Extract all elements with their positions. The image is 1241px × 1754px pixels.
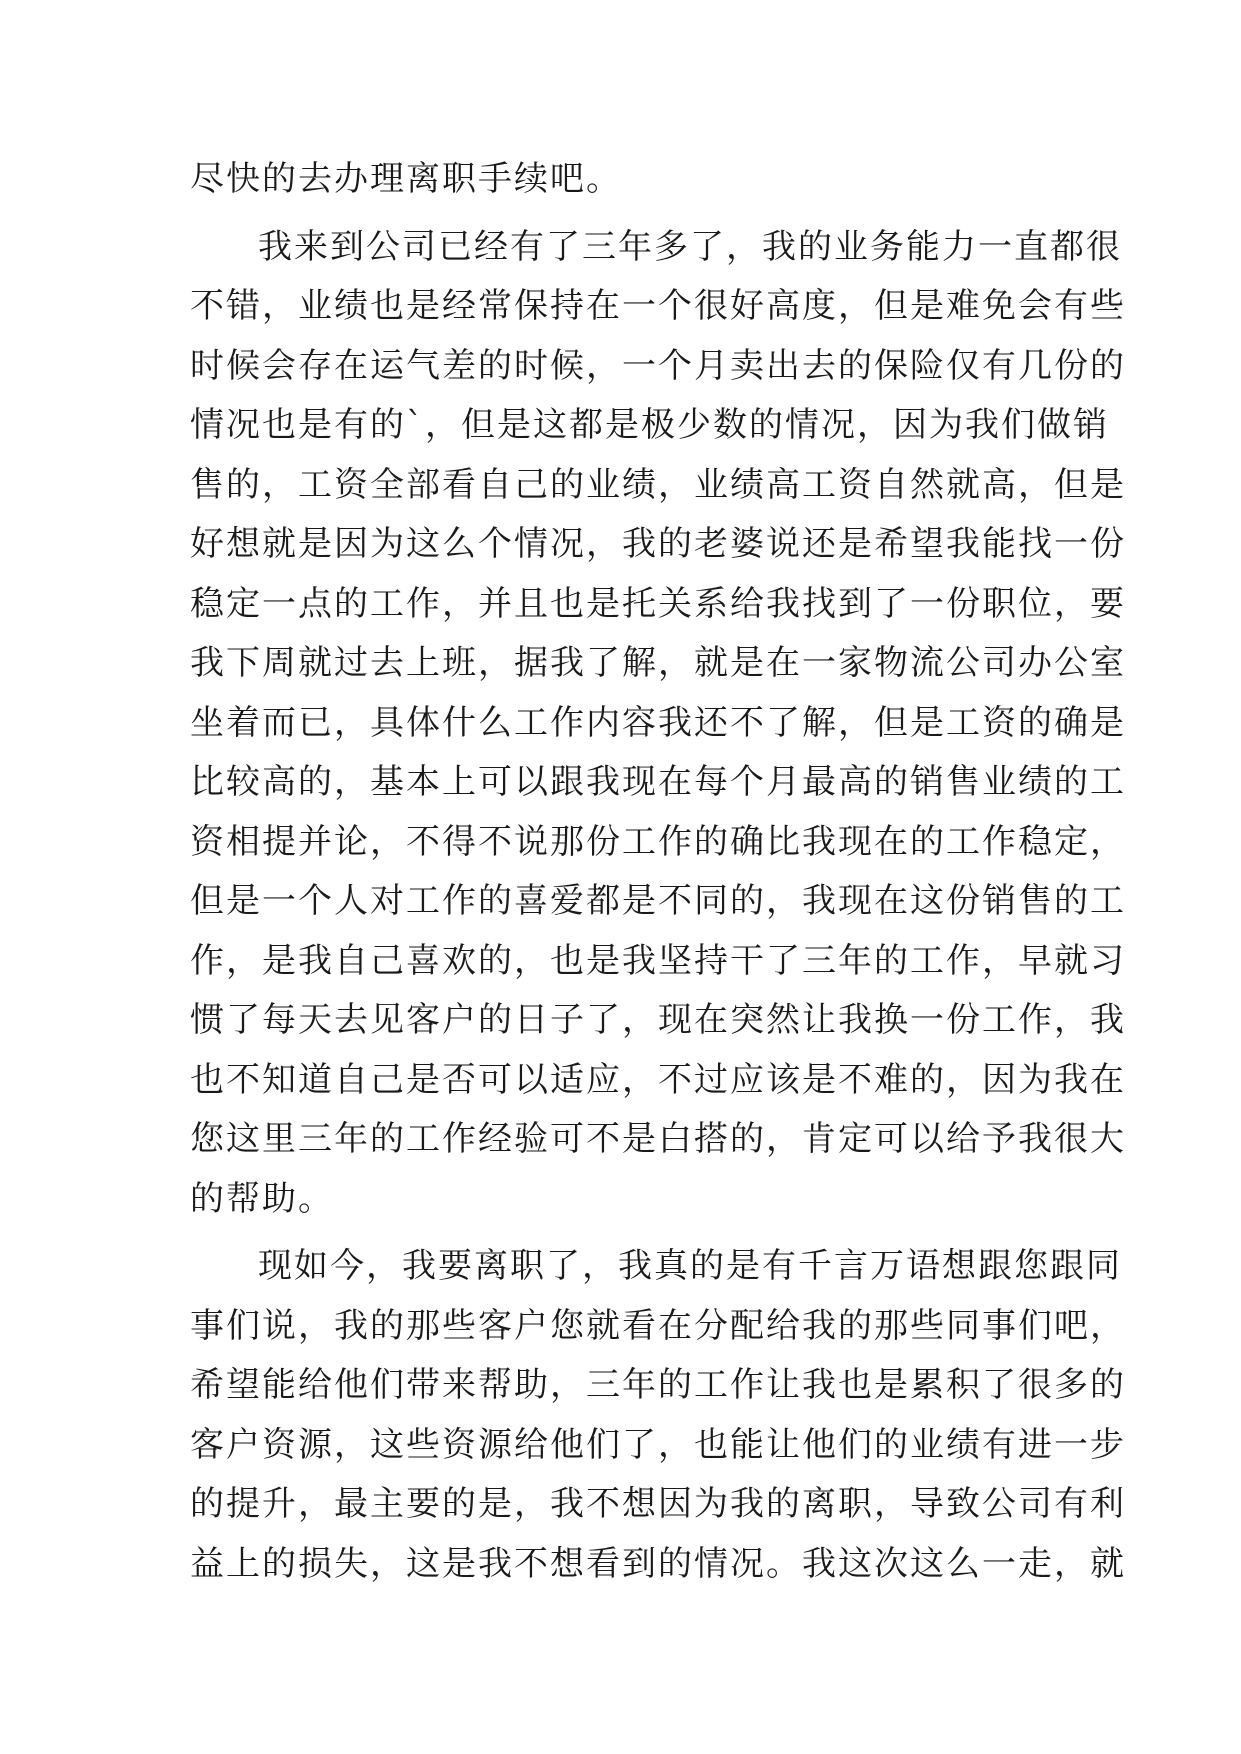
text-line: 事们说，我的那些客户您就看在分配给我的那些同事们吧， [190, 1305, 1126, 1346]
text-line: 益上的损失，这是我不想看到的情况。我这次这么一走，就 [190, 1543, 1126, 1584]
text-line: 售的，工资全部看自己的业绩，业绩高工资自然就高，但是 [190, 464, 1126, 505]
text-line: 的提升，最主要的是，我不想因为我的离职，导致公司有利 [190, 1484, 1126, 1524]
text-line: 不错，业绩也是经常保持在一个很好高度，但是难免会有些 [190, 286, 1126, 326]
text-line: 资相提并论，不得不说那份工作的确比我现在的工作稳定， [190, 821, 1126, 862]
paragraph-gap [190, 1229, 1060, 1237]
paragraph-gap [190, 210, 1060, 218]
text-line: 现如今，我要离职了，我真的是有千言万语想跟您跟同 [258, 1246, 1122, 1286]
text-line: 客户资源，这些资源给他们了，也能让他们的业绩有进一步 [190, 1424, 1126, 1465]
text-line: 时候会存在运气差的时候，一个月卖出去的保险仅有几份的 [190, 345, 1126, 386]
text-line: 希望能给他们带来帮助，三年的工作让我也是累积了很多的 [190, 1365, 1126, 1405]
text-line: 我来到公司已经有了三年多了，我的业务能力一直都很 [258, 226, 1122, 267]
text-line: 惯了每天去见客户的日子了，现在突然让我换一份工作，我 [190, 1000, 1126, 1040]
text-line: 情况也是有的`，但是这都是极少数的情况，因为我们做销 [190, 405, 1109, 445]
text-line: 好想就是因为这么个情况，我的老婆说还是希望我能找一份 [190, 524, 1126, 564]
text-line: 尽快的去办理离职手续吧。 [190, 159, 622, 199]
text-line: 稳定一点的工作，并且也是托关系给我找到了一份职位，要 [190, 583, 1126, 624]
text-line: 比较高的，基本上可以跟我现在每个月最高的销售业绩的工 [190, 762, 1126, 802]
text-line: 但是一个人对工作的喜爱都是不同的，我现在这份销售的工 [190, 881, 1126, 921]
text-line: 的帮助。 [190, 1178, 334, 1219]
text-line: 我下周就过去上班，据我了解，就是在一家物流公司办公室 [190, 643, 1126, 683]
body-text [190, 150, 1126, 1594]
text-line: 您这里三年的工作经验可不是白搭的，肯定可以给予我很大 [190, 1119, 1126, 1159]
text-line: 作，是我自己喜欢的，也是我坚持干了三年的工作，早就习 [190, 940, 1126, 981]
text-line: 也不知道自己是否可以适应，不过应该是不难的，因为我在 [190, 1059, 1126, 1100]
text-line: 坐着而已，具体什么工作内容我还不了解，但是工资的确是 [190, 702, 1126, 743]
